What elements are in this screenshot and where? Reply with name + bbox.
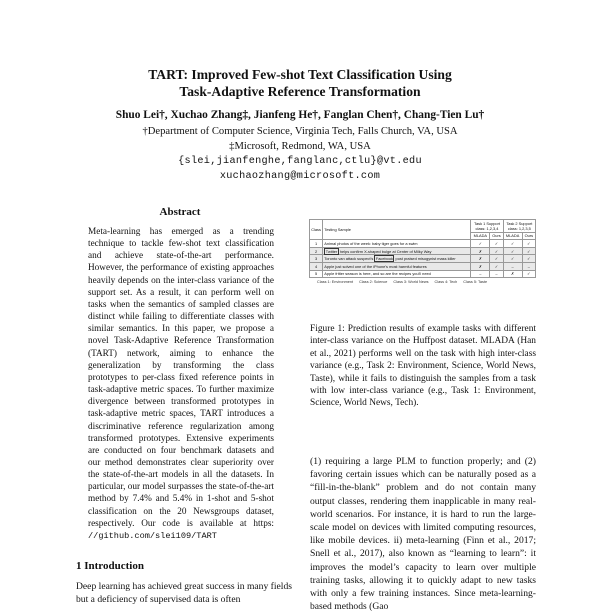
row-sample: Apple fritter season is here, and so are the recipes you'll need xyxy=(323,270,471,278)
title-line-2: Task-Adaptive Reference Transformation xyxy=(179,84,421,99)
header-task2: Task 2 Support class: 1,2,3,5 xyxy=(503,220,535,233)
abstract-heading: Abstract xyxy=(159,206,201,218)
affiliation-vt: †Department of Computer Science, Virginia Tech, Falls Church, VA, USA xyxy=(142,126,458,137)
mark: ✓ xyxy=(490,247,503,255)
code-link[interactable]: //github.com/slei109/TART xyxy=(88,530,217,541)
legend-entry: Class 4: Tech xyxy=(434,280,458,285)
keyword-highlight: Facebook xyxy=(375,256,393,262)
row-class: 4 xyxy=(310,262,323,270)
prediction-table xyxy=(309,219,536,278)
keyword-highlight: Twitter xyxy=(325,248,338,254)
mark: ✓ xyxy=(503,247,522,255)
mark: ✓ xyxy=(522,247,535,255)
row-class: 3 xyxy=(310,255,323,263)
introduction-text: Deep learning has achieved great success in many fields but a deficiency of supervised data is often xyxy=(76,581,292,605)
mark: – xyxy=(503,262,522,270)
legend-entry: Class 5: Taste xyxy=(463,280,488,285)
mark: – xyxy=(522,262,535,270)
figure-legend xyxy=(309,280,536,284)
row-class: 2 xyxy=(310,247,323,255)
figure-1 xyxy=(309,219,536,311)
mark: ✗ xyxy=(471,255,490,263)
author-list: Shuo Lei†, Xuchao Zhang‡, Jianfeng He†, Fanglan Chen†, Chang-Tien Lu† xyxy=(115,109,485,121)
right-column-text: (1) requiring a large PLM to function properly; and (2) favoring certain issues which can be naturally posed as a “fill-in-the-blank” problem and do not contain many output classes, rendering them inapplicable in many real-world scenarios. For instance, it is hard to run the large-scale model on devices with limited computing resources, like mobile devices. ii) meta-learning (Finn et al., 2017; Snell et al., 2017), also known as “learning to learn”: it improves the model’s capacity to learn over multiple training tasks, allowing it to quickly adapt to new tasks with only a few training instances. Since meta-learning-based methods (Gao xyxy=(310,456,536,613)
header-task1: Task 1 Support class: 1,2,3,4 xyxy=(471,220,503,233)
mark: ✓ xyxy=(490,262,503,270)
header-ours: Ours xyxy=(522,232,535,240)
row-class: 1 xyxy=(310,240,323,248)
email-microsoft: xuchaozhang@microsoft.com xyxy=(219,171,381,182)
table-row xyxy=(310,255,536,263)
mark: ✓ xyxy=(522,255,535,263)
legend-entry: Class 2: Science xyxy=(359,280,388,285)
mark: ✓ xyxy=(522,240,535,248)
abstract-body xyxy=(88,226,274,542)
header-class: Class xyxy=(310,220,323,240)
mark: ✓ xyxy=(490,255,503,263)
row-sample: Toronto van attack suspect's Facebook post praised misogynist mass killer xyxy=(323,255,471,263)
mark: ✗ xyxy=(503,270,522,278)
abstract-text: Meta-learning has emerged as a trending technique to tackle few-shot text classification and achieve state-of-the-art performance. However, the performance of existing approaches heavily depends on the inter-class variance of the support set. As a result, it can perform well on tasks when the semantics of sampled classes are distinct while failing to differentiate classes with similar semantics. In this paper, we propose a novel Task-Adaptive Reference Transformation (TART) network, aiming to enhance the generalization by transforming the class prototypes to per-class fixed reference points in task-adaptive metric spaces. To further maximize divergence between transformed prototypes in task-adaptive metric spaces, TART introduces a discriminative reference regularization among transformed prototypes. Extensive experiments are conducted on four benchmark datasets and our method demonstrates clear superiority over the state-of-the-art models in all the datasets. In particular, our model surpasses the state-of-the-art method by 7.4% and 5.4% in 1-shot and 5-shot classification on the 20 Newsgroups dataset, respectively. Our code is available at https: xyxy=(88,227,274,529)
table-row xyxy=(310,240,536,248)
header-mlada: MLADA xyxy=(471,232,490,240)
table-row xyxy=(310,247,536,255)
table-header-row xyxy=(310,220,536,233)
header-testing-sample: Testing Sample xyxy=(323,220,471,240)
mark: ✓ xyxy=(503,240,522,248)
figure-caption: Figure 1: Prediction results of example tasks with different inter-class variance on the Huffpost dataset. MLADA (Han et al., 2021) performs well on the task with high inter-class variance (e.g., Task 2: Environment, Science, World News, Taste), while it fails to distinguish the samples from a task with low inter-class variance (e.g., Task 1: Environment, Science, World News, Tech). xyxy=(310,324,536,409)
mark: ✓ xyxy=(471,240,490,248)
affiliation-microsoft: ‡Microsoft, Redmond, WA, USA xyxy=(229,141,371,152)
row-sample: Twitter helps confirm X-shaped bulge at Center of Milky Way xyxy=(323,247,471,255)
row-sample: Apple just solved one of the iPhone's most harmful features xyxy=(323,262,471,270)
mark: ✗ xyxy=(471,247,490,255)
legend-entry: Class 1: Environment xyxy=(317,280,354,285)
row-class: 5 xyxy=(310,270,323,278)
introduction-heading: 1 Introduction xyxy=(76,560,144,572)
legend-entry: Class 3: World News xyxy=(393,280,429,285)
mark: ✓ xyxy=(490,240,503,248)
title-line-1: TART: Improved Few-shot Text Classification Using xyxy=(148,67,452,82)
paper-title xyxy=(60,66,540,100)
email-vt: {slei,jianfenghe,fanglanc,ctlu}@vt.edu xyxy=(178,156,422,167)
table-row xyxy=(310,262,536,270)
mark: – xyxy=(490,270,503,278)
table-row xyxy=(310,270,536,278)
mark: ✓ xyxy=(522,270,535,278)
mark: ✓ xyxy=(503,255,522,263)
mark: ✗ xyxy=(471,262,490,270)
header-ours: Ours xyxy=(490,232,503,240)
header-mlada: MLADA xyxy=(503,232,522,240)
row-sample: Animal photos of the week: baby tiger goes for a swim xyxy=(323,240,471,248)
mark: – xyxy=(471,270,490,278)
